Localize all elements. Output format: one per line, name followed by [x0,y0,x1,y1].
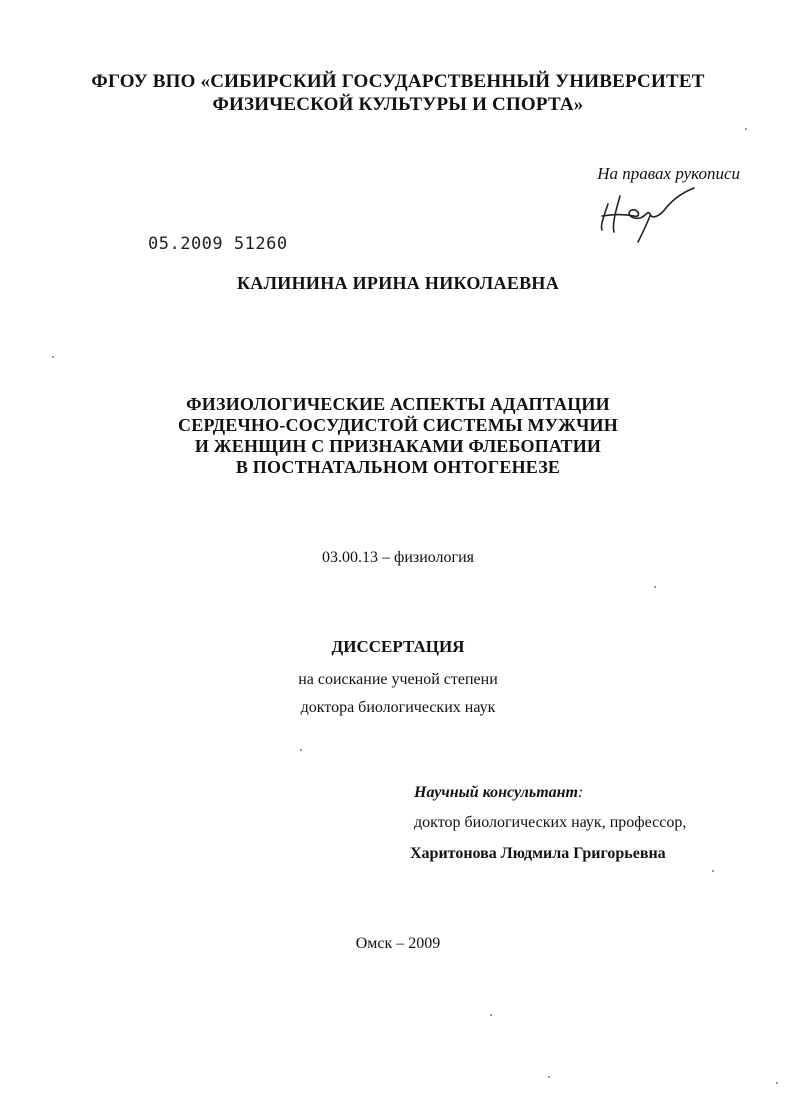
consultant-heading-colon: : [577,784,584,801]
document-type: ДИССЕРТАЦИЯ [331,637,465,656]
scan-speck [654,586,656,588]
scan-speck [712,870,714,872]
scan-speck [548,1076,550,1078]
scan-speck [52,356,54,358]
degree-line-1: на соискание ученой степени [298,671,498,688]
title-line-1: ФИЗИОЛОГИЧЕСКИЕ АСПЕКТЫ АДАПТАЦИИ [186,394,610,414]
scan-speck [490,1014,492,1016]
dissertation-title [0,394,796,478]
consultant-title: доктор биологических наук, профессор, [414,814,687,831]
degree-line-2: доктора биологических наук [300,699,496,716]
consultant-name: Харитонова Людмила Григорьевна [410,845,666,862]
place-and-year: Омск – 2009 [355,935,441,952]
institution-header [0,70,796,116]
document-number: 05.2009 51260 [148,234,288,254]
scan-speck [776,1082,778,1084]
title-line-3: И ЖЕНЩИН С ПРИЗНАКАМИ ФЛЕБОПАТИИ [194,436,602,456]
title-line-2: СЕРДЕЧНО-СОСУДИСТОЙ СИСТЕМЫ МУЖЧИН [178,415,618,435]
degree-description [0,666,796,722]
author-name: КАЛИНИНА ИРИНА НИКОЛАЕВНА [236,273,560,293]
handwritten-signature [590,186,700,244]
consultant-heading [414,784,583,802]
manuscript-note: На правах рукописи [597,164,740,183]
scan-speck [300,749,302,751]
consultant-heading-text: Научный консультант [414,784,578,801]
institution-line-2: ФИЗИЧЕСКОЙ КУЛЬТУРЫ И СПОРТА» [212,94,584,115]
scan-speck [745,128,747,130]
institution-line-1: ФГОУ ВПО «СИБИРСКИЙ ГОСУДАРСТВЕННЫЙ УНИВЕРСИТЕТ [91,71,705,92]
specialty-code: 03.00.13 – физиология [321,549,475,566]
title-line-4: В ПОСТНАТАЛЬНОМ ОНТОГЕНЕЗЕ [235,457,561,477]
